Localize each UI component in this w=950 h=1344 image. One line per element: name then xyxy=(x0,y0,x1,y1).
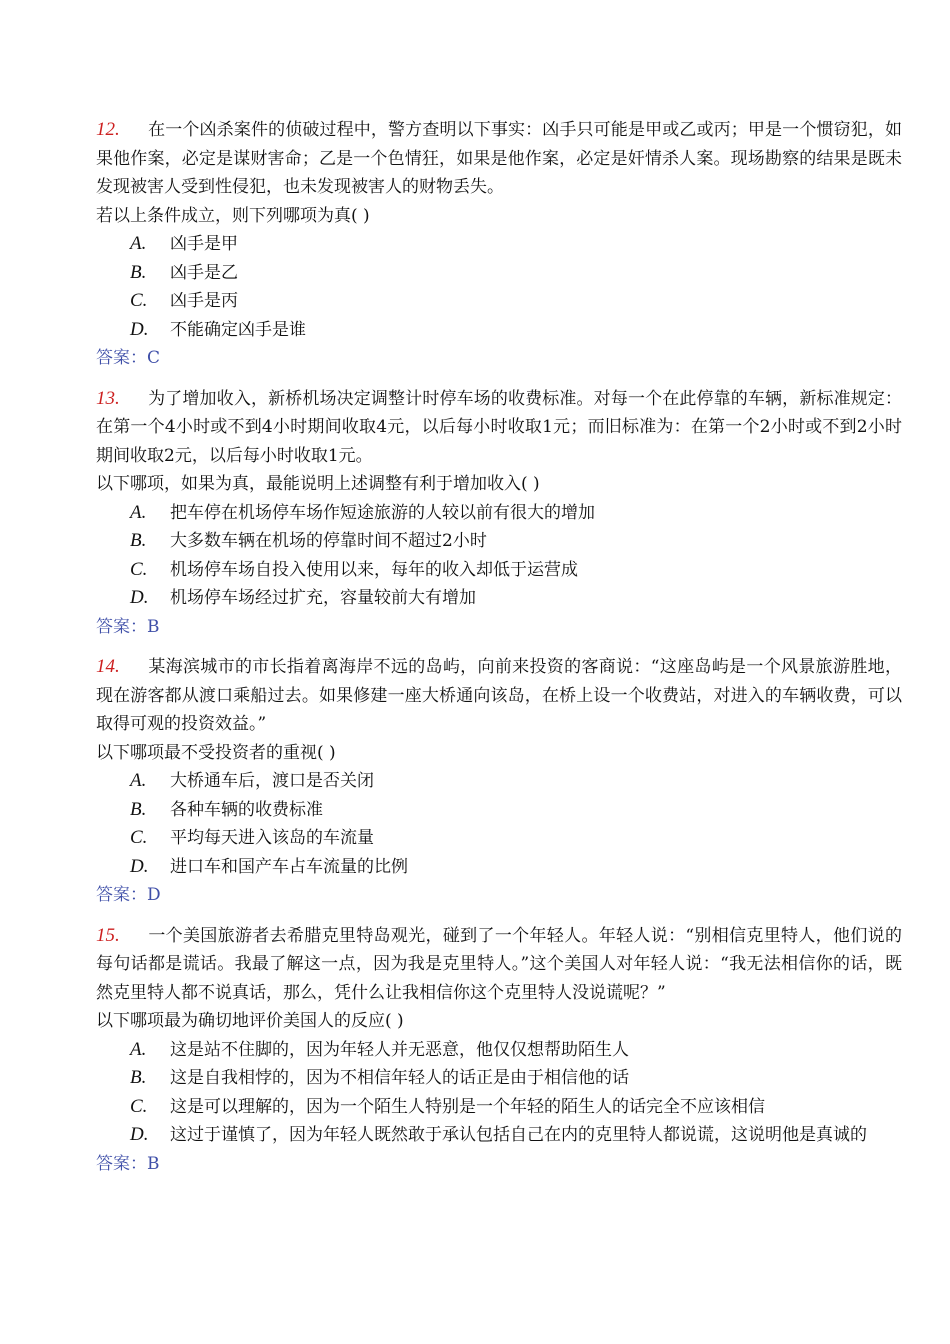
question-13 xyxy=(96,385,902,642)
option-letter: D. xyxy=(130,587,149,608)
option-d xyxy=(96,584,902,613)
question-stem xyxy=(96,922,902,1008)
option-letter: D. xyxy=(130,1124,149,1145)
option-b xyxy=(96,1064,902,1093)
option-text: 平均每天进入该岛的车流量 xyxy=(170,828,374,848)
question-stem xyxy=(96,116,902,202)
option-text: 机场停车场自投入使用以来，每年的收入却低于运营成 xyxy=(170,559,578,580)
question-prompt: 若以上条件成立，则下列哪项为真( ) xyxy=(96,205,370,226)
option-d xyxy=(96,853,902,882)
option-text: 大多数车辆在机场的停靠时间不超过2小时 xyxy=(170,531,487,551)
option-c xyxy=(96,287,902,316)
option-letter: B. xyxy=(130,1067,147,1088)
option-text: 凶手是乙 xyxy=(170,262,238,283)
option-text: 进口车和国产车占车流量的比例 xyxy=(170,856,408,877)
question-prompt: 以下哪项最不受投资者的重视( ) xyxy=(96,742,336,763)
option-b xyxy=(96,259,902,288)
option-letter: A. xyxy=(130,1038,147,1060)
option-list xyxy=(96,1036,902,1150)
option-a xyxy=(96,1036,902,1065)
question-12 xyxy=(96,116,902,373)
question-stem xyxy=(96,653,902,739)
option-text: 这是可以理解的，因为一个陌生人特别是一个年轻的陌生人的话完全不应该相信 xyxy=(170,1096,765,1117)
question-stem-text: 某海滨城市的市长指着离海岸不远的岛屿，向前来投资的客商说：“这座岛屿是一个风景旅游胜地，现在游客都从渡口乘船过去。如果修建一座大桥通向该岛，在桥上设一个收费站，对进入的车辆收费，可以取得可观的投资效益。” xyxy=(96,657,902,734)
question-number: 12. xyxy=(96,119,120,140)
option-c xyxy=(96,824,902,853)
option-text: 不能确定凶手是谁 xyxy=(170,319,306,340)
option-text: 机场停车场经过扩充，容量较前大有增加 xyxy=(170,588,476,608)
option-letter: A. xyxy=(130,233,147,254)
option-letter: C. xyxy=(130,1095,148,1117)
option-a xyxy=(96,767,902,796)
question-stem-text: 在一个凶杀案件的侦破过程中，警方查明以下事实：凶手只可能是甲或乙或丙；甲是一个惯窃犯，如果他作案，必定是谋财害命；乙是一个色情狂，如果是他作案，必定是奸情杀人案。现场勘察的结果是既未发现被害人受到性侵犯，也未发现被害人的财物丢失。 xyxy=(96,120,902,197)
question-number: 15. xyxy=(96,924,120,946)
option-letter: B. xyxy=(130,798,147,820)
option-text: 凶手是丙 xyxy=(170,291,238,311)
option-text: 这是自我相悖的，因为不相信年轻人的话正是由于相信他的话 xyxy=(170,1068,629,1088)
option-letter: D. xyxy=(130,318,149,340)
option-list xyxy=(96,230,902,344)
option-letter: A. xyxy=(130,501,147,523)
answer-line: 答案：B xyxy=(96,1153,160,1174)
question-stem xyxy=(96,385,902,471)
question-prompt: 以下哪项最为确切地评价美国人的反应( ) xyxy=(96,1011,404,1031)
option-text: 把车停在机场停车场作短途旅游的人较以前有很大的增加 xyxy=(170,502,595,523)
option-text: 凶手是甲 xyxy=(170,234,238,254)
option-letter: C. xyxy=(130,558,148,580)
answer-line: 答案：B xyxy=(96,616,160,637)
question-15 xyxy=(96,922,902,1179)
question-number: 14. xyxy=(96,656,120,677)
question-stem-text: 为了增加收入，新桥机场决定调整计时停车场的收费标准。对每一个在此停靠的车辆，新标准规定：在第一个4小时或不到4小时期间收取4元，以后每小时收取1元；而旧标准为：在第一个2小时或不到2小时期间收取2元，以后每小时收取1元。 xyxy=(96,388,902,466)
option-text: 这过于谨慎了，因为年轻人既然敢于承认包括自己在内的克里特人都说谎，这说明他是真诚的 xyxy=(170,1125,867,1145)
question-number: 13. xyxy=(96,387,120,409)
option-b xyxy=(96,527,902,556)
option-d xyxy=(96,1121,902,1150)
option-text: 大桥通车后，渡口是否关闭 xyxy=(170,771,374,791)
option-letter: B. xyxy=(130,261,147,283)
option-letter: C. xyxy=(130,290,148,311)
answer-line: 答案：C xyxy=(96,348,161,368)
question-prompt: 以下哪项，如果为真，最能说明上述调整有利于增加收入( ) xyxy=(96,474,540,494)
question-stem-text: 一个美国旅游者去希腊克里特岛观光，碰到了一个年轻人。年轻人说：“别相信克里特人，他们说的每句话都是谎话。我最了解这一点，因为我是克里特人。”这个美国人对年轻人说：“我无法相信你的话，既然克里特人都不说真话，那么，凭什么让我相信你这个克里特人没说谎呢？” xyxy=(96,925,902,1003)
answer-line: 答案：D xyxy=(96,885,161,905)
question-14 xyxy=(96,653,902,910)
option-list xyxy=(96,499,902,613)
option-c xyxy=(96,1093,902,1122)
option-d xyxy=(96,316,902,345)
option-letter: A. xyxy=(130,770,147,791)
option-b xyxy=(96,796,902,825)
option-text: 这是站不住脚的，因为年轻人并无恶意，他仅仅想帮助陌生人 xyxy=(170,1039,629,1060)
option-a xyxy=(96,499,902,528)
option-letter: C. xyxy=(130,827,148,848)
option-letter: D. xyxy=(130,855,149,877)
option-c xyxy=(96,556,902,585)
option-letter: B. xyxy=(130,530,147,551)
option-a xyxy=(96,230,902,259)
option-text: 各种车辆的收费标准 xyxy=(170,799,323,820)
option-list xyxy=(96,767,902,881)
